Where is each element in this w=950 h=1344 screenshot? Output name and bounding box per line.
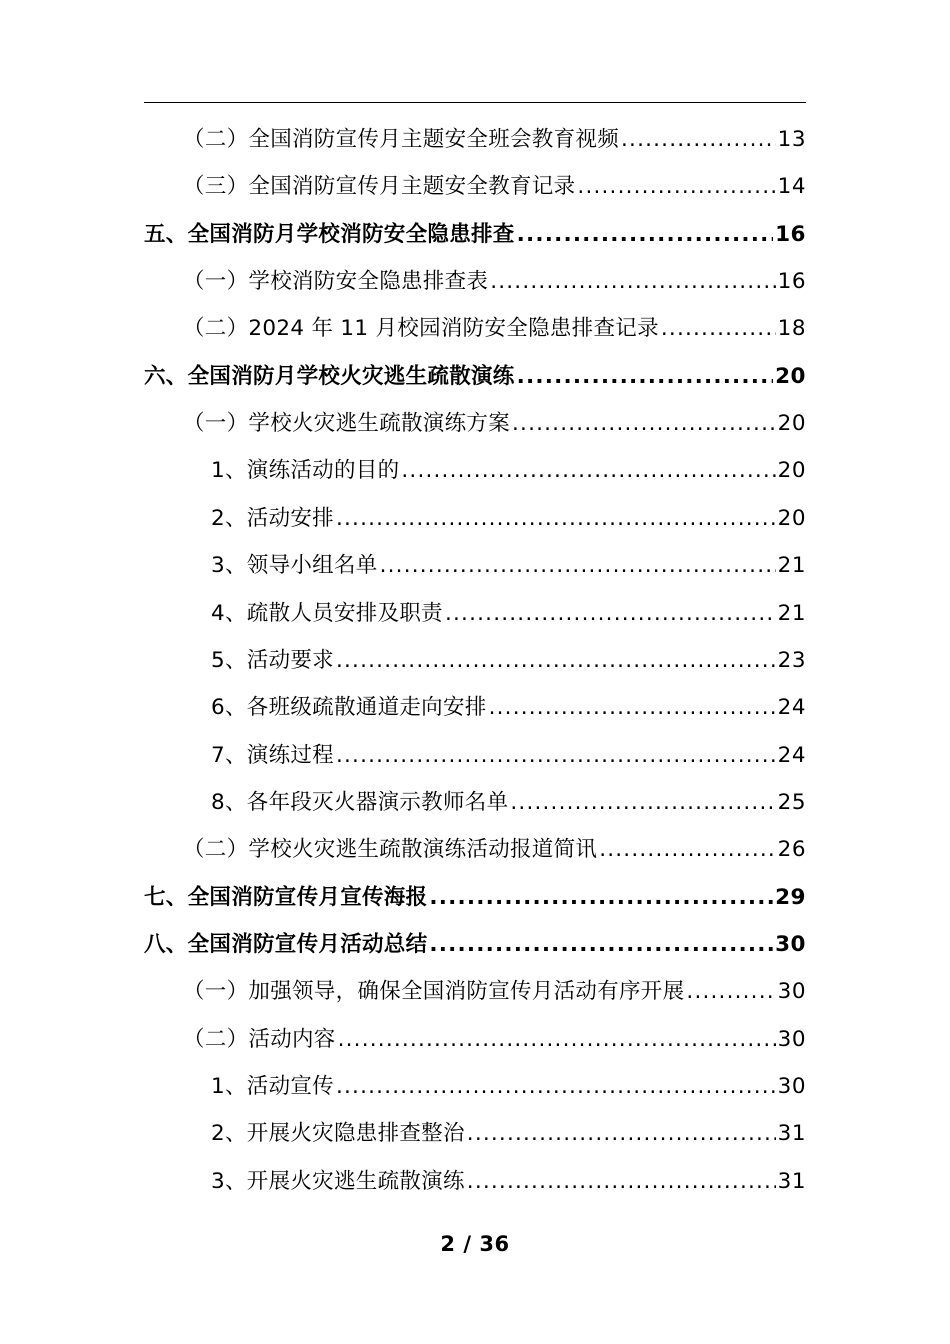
- toc-entry[interactable]: [144, 876, 806, 920]
- toc-entry-page-number: 20: [775, 363, 806, 389]
- toc-dot-leader: [661, 307, 776, 351]
- toc-entry-title: 五、全国消防月学校消防安全隐患排查: [144, 221, 515, 247]
- toc-entry-title: （二）活动内容: [183, 1026, 336, 1052]
- toc-dot-leader: [517, 213, 773, 257]
- toc-entry[interactable]: [211, 544, 806, 588]
- toc-entry-title: 七、全国消防宣传月宣传海报: [144, 884, 428, 910]
- toc-dot-leader: [336, 1065, 776, 1109]
- toc-dot-leader: [490, 260, 775, 304]
- toc-entry[interactable]: [211, 497, 806, 541]
- toc-dot-leader: [467, 1112, 776, 1156]
- toc-dot-leader: [517, 355, 773, 399]
- toc-dot-leader: [338, 1018, 776, 1062]
- toc-entry[interactable]: [183, 1018, 806, 1062]
- toc-entry-title: 7、演练过程: [211, 742, 334, 768]
- toc-entry[interactable]: [211, 449, 806, 493]
- toc-entry[interactable]: [183, 970, 806, 1014]
- toc-entry-page-number: 26: [777, 837, 806, 863]
- toc-entry-page-number: 21: [777, 553, 806, 579]
- toc-entry[interactable]: [211, 734, 806, 778]
- toc-dot-leader: [621, 118, 776, 162]
- toc-dot-leader: [510, 781, 775, 825]
- toc-entry-title: （一）学校火灾逃生疏散演练方案: [183, 411, 511, 437]
- toc-dot-leader: [577, 165, 775, 209]
- page-number: 2 / 36: [440, 1232, 510, 1256]
- toc-entry[interactable]: [211, 1160, 806, 1204]
- header-rule: [144, 102, 806, 103]
- toc-entry-title: （一）学校消防安全隐患排查表: [183, 269, 489, 295]
- toc-entry[interactable]: [183, 118, 806, 162]
- toc-entry-title: （二）学校火灾逃生疏散演练活动报道简讯: [183, 837, 598, 863]
- toc-entry[interactable]: [211, 1065, 806, 1109]
- toc-entry-page-number: 29: [775, 884, 806, 910]
- toc-dot-leader: [336, 734, 776, 778]
- toc-dot-leader: [336, 639, 776, 683]
- toc-entry-title: 6、各班级疏散通道走向安排: [211, 695, 487, 721]
- toc-entry-page-number: 20: [777, 411, 806, 437]
- toc-entry-title: 4、疏散人员安排及职责: [211, 600, 443, 626]
- toc-entry-page-number: 13: [777, 127, 806, 152]
- toc-entry-page-number: 18: [777, 316, 806, 342]
- toc-entry-title: 1、活动宣传: [211, 1074, 334, 1099]
- toc-entry-page-number: 16: [775, 221, 806, 247]
- toc-entry[interactable]: [183, 402, 806, 446]
- toc-entry-title: 2、开展火灾隐患排查整治: [211, 1121, 465, 1147]
- toc-entry[interactable]: [144, 923, 806, 967]
- toc-entry-title: （一）加强领导，确保全国消防宣传月活动有序开展: [183, 979, 685, 1005]
- toc-entry-title: （三）全国消防宣传月主题安全教育记录: [183, 174, 576, 200]
- toc-entry-title: 8、各年段灭火器演示教师名单: [211, 789, 509, 815]
- toc-dot-leader: [336, 497, 776, 541]
- toc-entry-page-number: 21: [777, 600, 806, 626]
- toc-dot-leader: [401, 449, 775, 493]
- toc-entry-page-number: 24: [777, 695, 806, 721]
- toc-entry[interactable]: [144, 213, 806, 257]
- toc-entry-title: 3、领导小组名单: [211, 553, 378, 579]
- toc-entry[interactable]: [183, 307, 806, 351]
- toc-entry-title: 六、全国消防月学校火灾逃生疏散演练: [144, 363, 515, 389]
- toc-entry[interactable]: [211, 592, 806, 636]
- toc-entry-title: 5、活动要求: [211, 647, 334, 673]
- toc-dot-leader: [429, 876, 773, 920]
- toc-entry[interactable]: [183, 828, 806, 872]
- toc-entry[interactable]: [211, 639, 806, 683]
- toc-dot-leader: [380, 544, 776, 588]
- toc-dot-leader: [489, 686, 776, 730]
- toc-entry-page-number: 25: [777, 789, 806, 815]
- toc-dot-leader: [429, 923, 773, 967]
- toc-entry[interactable]: [211, 686, 806, 730]
- toc-entry-page-number: 14: [777, 174, 806, 200]
- toc-dot-leader: [445, 592, 776, 636]
- toc-entry[interactable]: [211, 781, 806, 825]
- toc-entry-page-number: 16: [777, 269, 806, 295]
- toc-entry[interactable]: [183, 165, 806, 209]
- toc-dot-leader: [512, 402, 776, 446]
- toc-entry-title: （二）全国消防宣传月主题安全班会教育视频: [183, 127, 620, 152]
- toc-dot-leader: [599, 828, 775, 872]
- toc-dot-leader: [686, 970, 775, 1014]
- toc-entry-page-number: 20: [777, 458, 806, 484]
- toc-entry-page-number: 30: [777, 979, 806, 1005]
- toc-entry-page-number: 31: [777, 1168, 806, 1194]
- toc-entry-title: 3、开展火灾逃生疏散演练: [211, 1168, 465, 1194]
- toc-entry[interactable]: [183, 260, 806, 304]
- toc-entry-title: 2、活动安排: [211, 505, 334, 531]
- toc-entry-page-number: 31: [777, 1121, 806, 1147]
- toc-entry-page-number: 30: [777, 1026, 806, 1052]
- toc-entry-title: 八、全国消防宣传月活动总结: [144, 931, 428, 957]
- toc-entry[interactable]: [144, 355, 806, 399]
- toc-entry-page-number: 20: [777, 505, 806, 531]
- toc-entry-page-number: 30: [775, 931, 806, 957]
- toc-entry-page-number: 23: [777, 647, 806, 673]
- toc-entry-page-number: 30: [777, 1074, 806, 1099]
- toc-entry-page-number: 24: [777, 742, 806, 768]
- toc-entry-title: （二）2024 年 11 月校园消防安全隐患排查记录: [183, 316, 659, 342]
- toc-entry[interactable]: [211, 1112, 806, 1156]
- toc-entry-title: 1、演练活动的目的: [211, 458, 400, 484]
- toc-dot-leader: [467, 1160, 776, 1204]
